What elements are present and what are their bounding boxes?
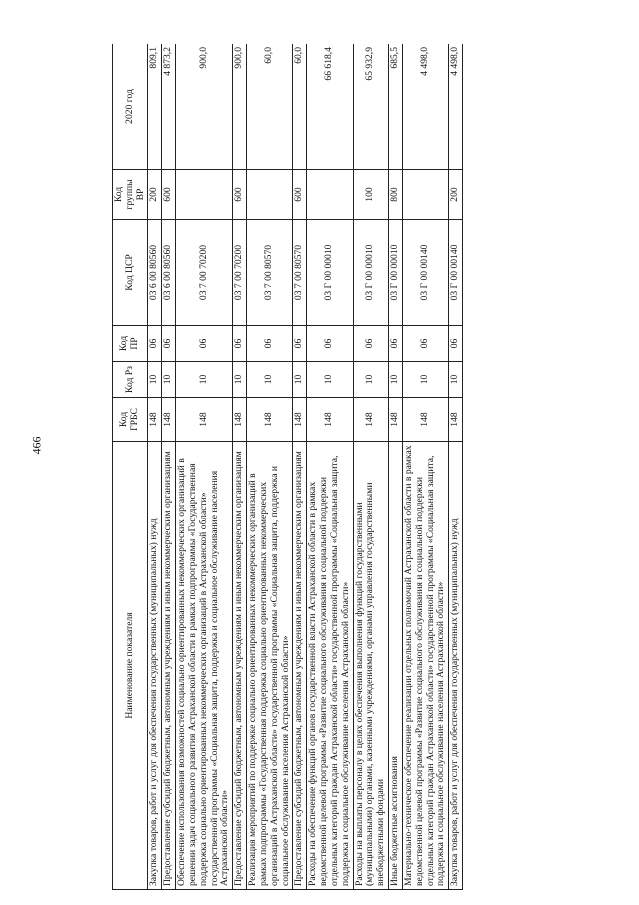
cell-grbs: 148	[148, 398, 162, 442]
cell-pr: 06	[176, 326, 233, 362]
cell-name: Расходы на выплаты персоналу в целях обеспечения выполнения функций государственными (муниципальными) органами, казенными учреждениями, органами управления государственными внебюджетными фондами	[353, 442, 388, 890]
cell-vr	[307, 170, 353, 220]
table-row	[449, 44, 463, 890]
cell-pr: 06	[233, 326, 247, 362]
cell-grbs: 148	[233, 398, 247, 442]
rotated-content	[112, 44, 592, 890]
cell-pr: 06	[307, 326, 353, 362]
cell-csr: 03 7 00 70200	[233, 220, 247, 326]
cell-grbs: 148	[402, 398, 448, 442]
col-header-name: Наименование показателя	[113, 442, 148, 890]
cell-vr	[402, 170, 448, 220]
col-header-csr: Код ЦСР	[113, 220, 148, 326]
table-row	[293, 44, 307, 890]
cell-pr: 06	[449, 326, 463, 362]
cell-rz: 10	[176, 362, 233, 398]
cell-vr: 100	[353, 170, 388, 220]
cell-vr: 600	[233, 170, 247, 220]
table-row	[402, 44, 448, 890]
cell-pr: 06	[353, 326, 388, 362]
cell-name: Реализация мероприятий по поддержке социально ориентированных некоммерческих организаций в рамках подпрограммы «Государственная поддержка социально ориентированных некоммерческих организаций в Астраханской области» государственной программы «Социальная защита, поддержка и социальное обслуживание населения Астраханской области»	[247, 442, 293, 890]
cell-csr: 03 6 00 80560	[148, 220, 162, 326]
col-header-rz: Код Рз	[113, 362, 148, 398]
table-row	[353, 44, 388, 890]
cell-amount: 900,0	[233, 44, 247, 170]
table-row	[247, 44, 293, 890]
cell-amount: 60,0	[293, 44, 307, 170]
cell-rz: 10	[233, 362, 247, 398]
cell-rz: 10	[148, 362, 162, 398]
col-header-pr: Код ПР	[113, 326, 148, 362]
cell-amount: 685,5	[389, 44, 403, 170]
cell-pr: 06	[247, 326, 293, 362]
cell-rz: 10	[449, 362, 463, 398]
cell-grbs: 148	[176, 398, 233, 442]
cell-name: Предоставление субсидий бюджетным, автономным учреждениям и иным некоммерческим организациям	[162, 442, 176, 890]
col-header-grbs: Код ГРБС	[113, 398, 148, 442]
cell-csr: 03 Г 00 00010	[353, 220, 388, 326]
cell-vr: 200	[449, 170, 463, 220]
cell-csr: 03 6 00 80560	[162, 220, 176, 326]
table-row	[162, 44, 176, 890]
cell-rz: 10	[402, 362, 448, 398]
cell-name: Закупка товаров, работ и услуг для обеспечения государственных (муниципальных) нужд	[449, 442, 463, 890]
cell-pr: 06	[148, 326, 162, 362]
table-row	[307, 44, 353, 890]
cell-csr: 03 7 00 70200	[176, 220, 233, 326]
cell-name: Обеспечение использования возможностей социально ориентированных некоммерческих организаций в решении задач социального развития Астраханской области в рамках подпрограммы «Государственная поддержка социально ориентированных некоммерческих организаций в Астраханской области» государственной программы «Социальная защита, поддержка и социальное обслуживание населения Астраханской области»	[176, 442, 233, 890]
cell-csr: 03 7 00 80570	[247, 220, 293, 326]
col-header-amount: 2020 год	[113, 44, 148, 170]
cell-grbs: 148	[389, 398, 403, 442]
table-row	[389, 44, 403, 890]
cell-name: Иные бюджетные ассигнования	[389, 442, 403, 890]
cell-name: Материально-техническое обеспечение реализации отдельных полномочий Астраханской области в рамках ведомственной целевой программы «Развитие социального обслуживания и социальной поддержки отдельных категорий граждан Астраханской области» государственной программы «Социальная защита, поддержка и социальное обслуживание населения Астраханской области»	[402, 442, 448, 890]
cell-rz: 10	[389, 362, 403, 398]
cell-amount: 900,0	[176, 44, 233, 170]
cell-vr	[176, 170, 233, 220]
cell-vr: 600	[162, 170, 176, 220]
cell-csr: 03 Г 00 00140	[402, 220, 448, 326]
cell-pr: 06	[162, 326, 176, 362]
cell-grbs: 148	[247, 398, 293, 442]
cell-amount: 4 498,0	[449, 44, 463, 170]
cell-pr: 06	[402, 326, 448, 362]
cell-amount: 66 618,4	[307, 44, 353, 170]
col-header-vr: Код группы ВР	[113, 170, 148, 220]
cell-amount: 60,0	[247, 44, 293, 170]
cell-grbs: 148	[293, 398, 307, 442]
table-row	[148, 44, 162, 890]
budget-table	[112, 44, 463, 890]
cell-amount: 4 498,0	[402, 44, 448, 170]
cell-name: Закупка товаров, работ и услуг для обеспечения государственных (муниципальных) нужд	[148, 442, 162, 890]
cell-name: Предоставление субсидий бюджетным, автономным учреждениям и иным некоммерческим организациям	[293, 442, 307, 890]
cell-pr: 06	[389, 326, 403, 362]
page-number: 466	[29, 436, 44, 455]
cell-grbs: 148	[307, 398, 353, 442]
cell-vr: 600	[293, 170, 307, 220]
budget-table-area	[112, 44, 592, 890]
cell-csr: 03 7 00 80570	[293, 220, 307, 326]
cell-vr: 800	[389, 170, 403, 220]
table-row	[233, 44, 247, 890]
cell-vr	[247, 170, 293, 220]
cell-amount: 809,1	[148, 44, 162, 170]
table-row	[176, 44, 233, 890]
cell-rz: 10	[307, 362, 353, 398]
table-header-row	[113, 44, 148, 890]
cell-pr: 06	[293, 326, 307, 362]
cell-grbs: 148	[449, 398, 463, 442]
cell-amount: 65 932,9	[353, 44, 388, 170]
cell-rz: 10	[293, 362, 307, 398]
cell-csr: 03 Г 00 00010	[307, 220, 353, 326]
cell-name: Предоставление субсидий бюджетным, автономным учреждениям и иным некоммерческим организациям	[233, 442, 247, 890]
cell-rz: 10	[247, 362, 293, 398]
cell-grbs: 148	[353, 398, 388, 442]
cell-grbs: 148	[162, 398, 176, 442]
cell-amount: 4 873,2	[162, 44, 176, 170]
cell-csr: 03 Г 00 00140	[449, 220, 463, 326]
cell-vr: 200	[148, 170, 162, 220]
cell-rz: 10	[162, 362, 176, 398]
cell-rz: 10	[353, 362, 388, 398]
cell-name: Расходы на обеспечение функций органов государственной власти Астраханской области в рамках ведомственной целевой программы «Развитие социального обслуживания и социальной поддержки отдельных категорий граждан Астраханской области» государственной программы «Социальная защита, поддержка и социальное обслуживание населения Астраханской области»	[307, 442, 353, 890]
cell-csr: 03 Г 00 00010	[389, 220, 403, 326]
